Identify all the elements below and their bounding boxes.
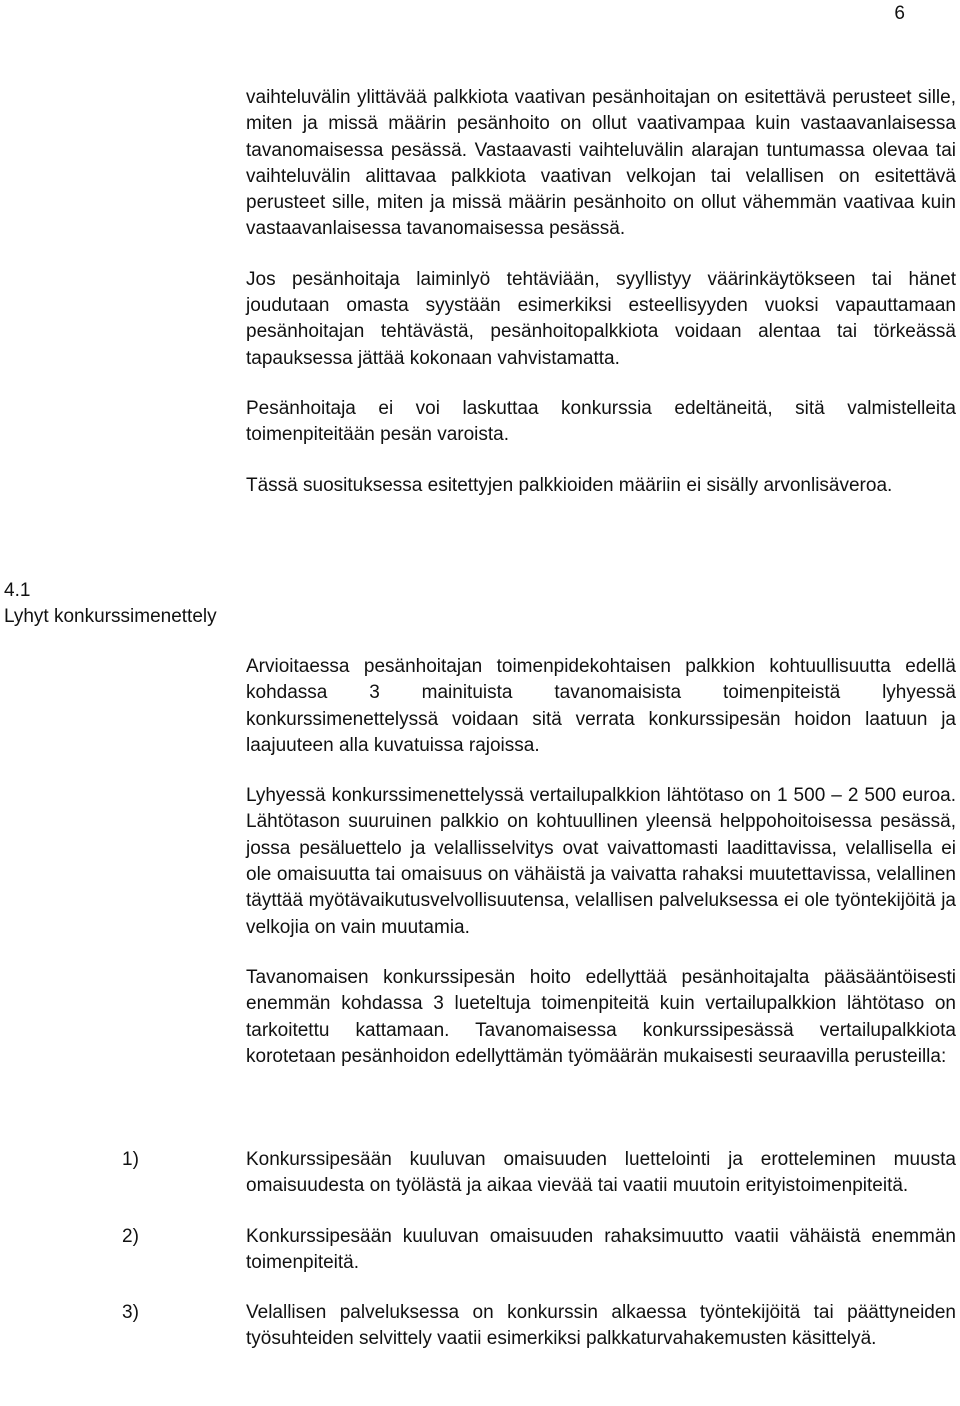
list-marker: 2) [122,1225,139,1247]
list-item-text: Konkurssipesään kuuluvan omaisuuden rahaksimuutto vaatii vähäistä enemmän toimenpiteitä. [246,1225,956,1273]
list-marker: 1) [122,1149,139,1170]
paragraph: Pesänhoitaja ei voi laskuttaa konkurssia edeltäneitä, sitä valmistelleita toimenpiteitään pesän varoista. [246,397,956,446]
paragraph: Tässä suosituksessa esitettyjen palkkioiden määriin ei sisälly arvonlisäveroa. [246,474,893,496]
section-body [246,654,956,1094]
section-number: 4.1 [4,580,31,601]
list-marker: 3) [122,1302,139,1324]
paragraph: Jos pesänhoitaja laiminlyö tehtäviään, syyllistyy väärinkäytökseen tai hänet joudutaan omasta syystään esimerkiksi esteellisyyden vuoksi vapauttamaan pesänhoitajan tehtävästä, pesänhoitopalkkiota voidaan alentaa tai törkeässä tapauksessa jättää kokonaan vahvistamatta. [246,268,956,369]
page-number: 6 [894,3,905,24]
list-item [122,1300,956,1353]
section-title: Lyhyt konkurssimenettely [4,606,217,627]
list-item-text: Velallisen palveluksessa on konkurssin alkaessa työntekijöitä tai päättyneiden työsuhteiden selvittely vaatii esimerkiksi palkkaturvahakemusten käsittelyä. [246,1302,956,1350]
paragraph: Lyhyessä konkurssimenettelyssä vertailupalkkion lähtötaso on 1 500 – 2 500 euroa. Lähtötason suuruinen palkkio on kohtuullinen yleensä helppohoitoisessa pesässä, jossa pesäluettelo ja velallisselvitys ovat vaivattomasti laadittavissa, velallisella ei ole omaisuutta tai omaisuus on vähäistä ja vaivatta rahaksi muutettavissa, velallinen täyttää myötävaikutusvelvollisuutensa, velallisen palveluksessa ei ole työntekijöitä ja velkojia on vain muutamia. [246,785,956,938]
criteria-list [122,1147,956,1377]
document-body [246,85,956,499]
paragraph: Arvioitaessa pesänhoitajan toimenpidekohtaisen palkkion kohtuullisuutta edellä kohdassa 3 mainituista tavanomaisista toimenpiteistä lyhyessä konkurssimenettelyssä voidaan sitä verrata konkurssipesän hoidon laatuun ja laajuuteen alla kuvatuissa rajoissa. [246,656,956,756]
paragraph: vaihteluvälin ylittävää palkkiota vaativan pesänhoitajan on esitettävä perusteet sille, miten ja missä määrin pesänhoito on ollut vaativampaa kuin vastaavanlaisessa tavanomaisessa pesässä. Vastaavasti vaihteluvälin alarajan tuntumassa olevaa tai vaihteluvälin alittavaa palkkiota vaativan velkojan tai velallisen on esitettävä perusteet sille, miten ja missä määrin pesänhoito on ollut vähemmän vaativaa kuin vastaavanlaisessa tavanomaisessa pesässä. [246,87,956,240]
list-item [122,1224,956,1277]
list-item-text: Konkurssipesään kuuluvan omaisuuden luettelointi ja erotteleminen muusta omaisuudesta on työlästä ja aikaa vievää tai vaatii muutoin erityistoimenpiteitä. [246,1149,956,1197]
paragraph: Tavanomaisen konkurssipesän hoito edellyttää pesänhoitajalta pääsääntöisesti enemmän kohdassa 3 lueteltuja toimenpiteitä kuin vertailupalkkion lähtötaso on tarkoitettu kattamaan. Tavanomaisessa konkurssipesässä vertailupalkkiota korotetaan pesänhoidon edellyttämän työmäärän mukaisesti seuraavilla perusteilla: [246,966,956,1067]
list-item [122,1147,956,1200]
section-heading [4,578,217,630]
